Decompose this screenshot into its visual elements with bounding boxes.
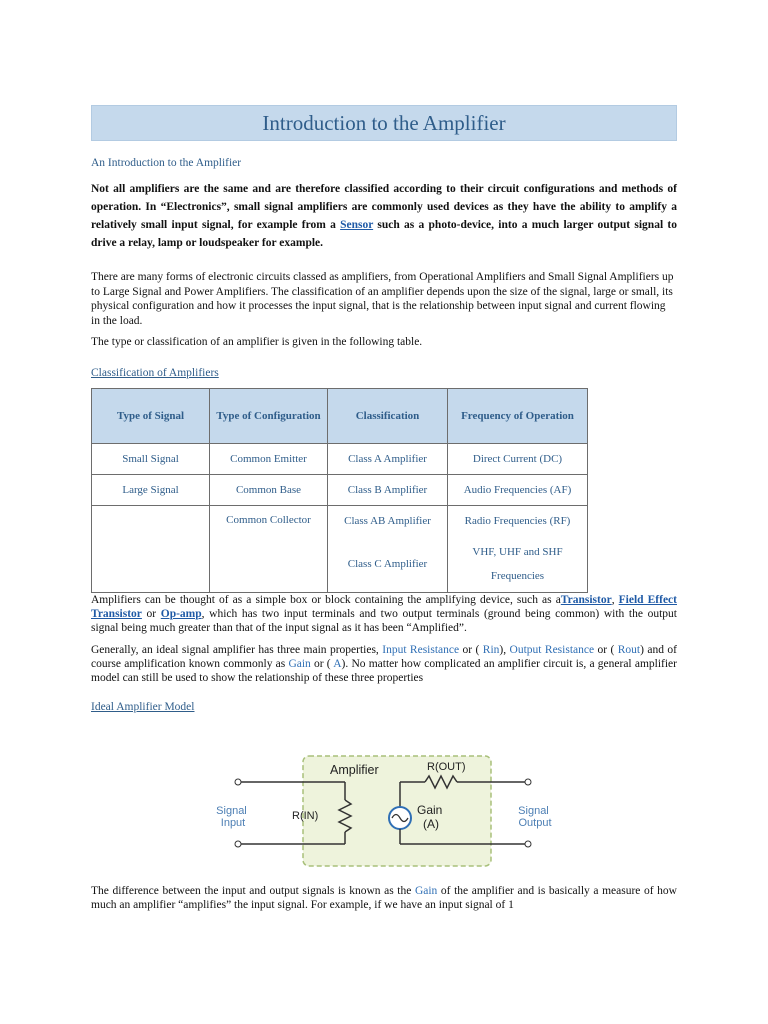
signal-output-label xyxy=(518,805,552,829)
term-a: A xyxy=(333,657,342,670)
table-cell-empty xyxy=(92,505,210,592)
text: , which has two input terminals and two output terminals (ground being common) with the output signal being much greater than that of the input signal as it has been “Amplified”. xyxy=(91,607,677,634)
rout-label: R(OUT) xyxy=(427,761,466,773)
table-cell: Common Base xyxy=(210,474,328,505)
classification-heading-link[interactable]: Classification of Amplifiers xyxy=(91,366,219,379)
paragraph-gain xyxy=(91,884,677,912)
table-row xyxy=(92,474,588,505)
text: or ( xyxy=(459,643,483,656)
page-title: Introduction to the Amplifier xyxy=(91,105,677,141)
output-terminal-icon xyxy=(525,841,531,847)
text: , xyxy=(611,593,619,606)
signal-input-label xyxy=(216,805,250,829)
table-cell: Audio Frequencies (AF) xyxy=(448,474,588,505)
term-input-resistance: Input Resistance xyxy=(382,643,460,656)
signal-output-line: Signal xyxy=(518,805,549,817)
table-cell: Common Emitter xyxy=(210,443,328,474)
table-header-row xyxy=(92,388,588,443)
paragraph-forms: There are many forms of electronic circuits classed as amplifiers, from Operational Amplifiers and Small Signal Amplifiers up to Large Signal and Power Amplifiers. The classification of an amplifier depends upon the size of the signal, large or small, its physical configuration and how it processes the input signal, that is the relationship between input signal and current flowing in the load. xyxy=(91,271,674,327)
text: ) and of course amplification known commonly as xyxy=(91,643,677,670)
table-cell: Class B Amplifier xyxy=(328,474,448,505)
signal-input-line: Input xyxy=(220,817,246,829)
table-row xyxy=(92,505,588,536)
table-cell: Small Signal xyxy=(92,443,210,474)
table-header-cell: Type of Signal xyxy=(92,388,210,443)
input-terminal-icon xyxy=(235,779,241,785)
classification-table xyxy=(91,388,588,593)
lead-text-1: Not all amplifiers are the same and are therefore classified according to their circuit configurations and methods of operation. In “Electronics”, small signal amplifiers are commonly used devices as they have the ability to amplify a relatively small input signal, for example from a xyxy=(91,183,677,231)
term-rout: Rout xyxy=(617,643,641,656)
table-cell: Class A Amplifier xyxy=(328,443,448,474)
paragraph-amplifier-box xyxy=(91,593,677,635)
text: of the amplifier and is basically a measure of how much an amplifier “amplifies” the input signal. For example, if we have an input signal of 1 xyxy=(91,885,677,911)
table-cell: Large Signal xyxy=(92,474,210,505)
table-cell: VHF, UHF and SHF Frequencies xyxy=(448,536,588,593)
document-page xyxy=(91,105,677,713)
table-header-cell: Type of Configuration xyxy=(210,388,328,443)
transistor-link[interactable]: Transistor xyxy=(560,593,612,606)
lead-text-2: such as a photo-device, into a much larger output signal to drive a relay, lamp or loudspeaker for example. xyxy=(91,219,677,249)
subheading: An Introduction to the Amplifier xyxy=(91,157,242,169)
table-cell: Class AB Amplifier xyxy=(328,505,448,536)
text: Amplifiers can be thought of as a simple box or block containing the amplifying device, such as a xyxy=(91,593,561,606)
fet-link[interactable]: Field Effect Transistor xyxy=(91,593,677,620)
paragraph-table-intro: The type or classification of an amplifier is given in the following table. xyxy=(91,336,423,348)
text: or ( xyxy=(310,657,334,670)
text: Generally, an ideal signal amplifier has three main properties, xyxy=(91,643,383,656)
input-terminal-icon xyxy=(235,841,241,847)
table-cell: Direct Current (DC) xyxy=(448,443,588,474)
text: ). No matter how complicated an amplifier circuit is, a general amplifier model can still be used to show the relationship of these three properties xyxy=(91,657,677,684)
lead-paragraph xyxy=(91,180,677,252)
ideal-model-heading-link[interactable]: Ideal Amplifier Model xyxy=(91,700,195,713)
gain-symbol-label: (A) xyxy=(423,817,439,831)
amplifier-label: Amplifier xyxy=(330,763,379,777)
table-header-cell: Frequency of Operation xyxy=(448,388,588,443)
output-terminal-icon xyxy=(525,779,531,785)
text: or ( xyxy=(594,643,618,656)
term-output-resistance: Output Resistance xyxy=(509,643,595,656)
table-cell: Class C Amplifier xyxy=(328,536,448,593)
op-amp-link[interactable]: Op-amp xyxy=(160,607,202,620)
text: The difference between the input and output signals is known as the xyxy=(91,885,415,897)
paragraph-properties xyxy=(91,643,677,685)
table-row xyxy=(92,443,588,474)
signal-output-line: Output xyxy=(518,817,552,829)
table-header-cell: Classification xyxy=(328,388,448,443)
gain-label: Gain xyxy=(417,803,443,817)
term-rin: Rin xyxy=(482,643,500,656)
signal-input-line: Signal xyxy=(216,805,247,817)
rin-label: R(IN) xyxy=(292,810,319,822)
table-cell: Radio Frequencies (RF) xyxy=(448,505,588,536)
table-cell: Common Collector xyxy=(210,505,328,592)
term-gain: Gain xyxy=(414,885,438,897)
sensor-link[interactable]: Sensor xyxy=(340,219,374,231)
text: or xyxy=(141,607,161,620)
text: ), xyxy=(499,643,510,656)
amplifier-model-diagram xyxy=(205,752,565,872)
term-gain: Gain xyxy=(288,657,311,670)
